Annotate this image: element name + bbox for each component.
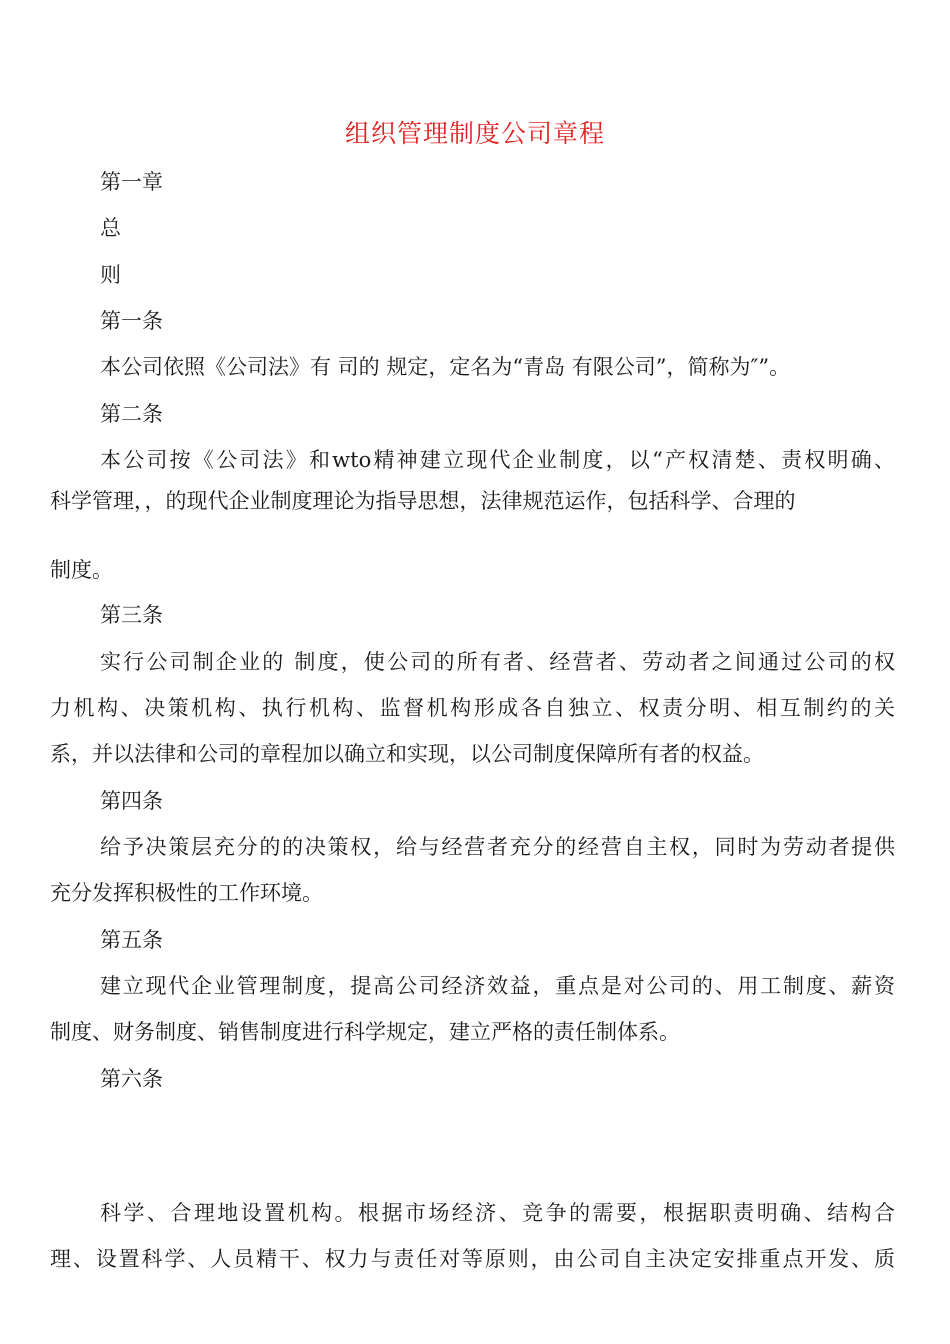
paragraph-line: 充分发挥积极性的工作环境。 xyxy=(50,881,323,905)
paragraph-line: 理、设置科学、人员精干、权力与责任对等原则，由公司自主决定安排重点开发、质 xyxy=(50,1247,895,1271)
article-heading: 第三条 xyxy=(100,603,163,627)
paragraph-line: 制度。 xyxy=(50,558,113,582)
chapter-title-char: 总 xyxy=(100,216,121,240)
paragraph-line: 给予决策层充分的的决策权，给与经营者充分的经营自主权，同时为劳动者提供 xyxy=(100,835,895,859)
paragraph-line: 系，并以法律和公司的章程加以确立和实现，以公司制度保障所有者的权益。 xyxy=(50,742,764,766)
paragraph-line: 本公司按《公司法》和wto精神建立现代企业制度，以“产权清楚、责权明确、 xyxy=(100,448,895,472)
article-heading: 第一条 xyxy=(100,309,163,333)
paragraph-line: 本公司依照《公司法》有 司的 规定，定名为“青岛 有限公司”，简称为″”。 xyxy=(100,355,791,379)
article-heading: 第六条 xyxy=(100,1067,163,1091)
paragraph-line: 实行公司制企业的 制度，使公司的所有者、经营者、劳动者之间通过公司的权 xyxy=(100,650,895,674)
article-heading: 第五条 xyxy=(100,928,163,952)
article-heading: 第四条 xyxy=(100,789,163,813)
article-heading: 第二条 xyxy=(100,402,163,426)
paragraph-line: 力机构、决策机构、执行机构、监督机构形成各自独立、权责分明、相互制约的关 xyxy=(50,696,895,720)
chapter-heading: 第一章 xyxy=(100,170,163,194)
chapter-title-char: 则 xyxy=(100,263,121,287)
paragraph-line: 科学、合理地设置机构。根据市场经济、竞争的需要，根据职责明确、结构合 xyxy=(100,1201,895,1225)
paragraph-line: 科学管理，，的现代企业制度理论为指导思想，法律规范运作，包括科学、合理的 xyxy=(50,489,796,513)
paragraph-line: 制度、财务制度、销售制度进行科学规定，建立严格的责任制体系。 xyxy=(50,1020,680,1044)
document-title: 组织管理制度公司章程 xyxy=(344,119,605,148)
paragraph-line: 建立现代企业管理制度，提高公司经济效益，重点是对公司的、用工制度、薪资 xyxy=(100,974,895,998)
